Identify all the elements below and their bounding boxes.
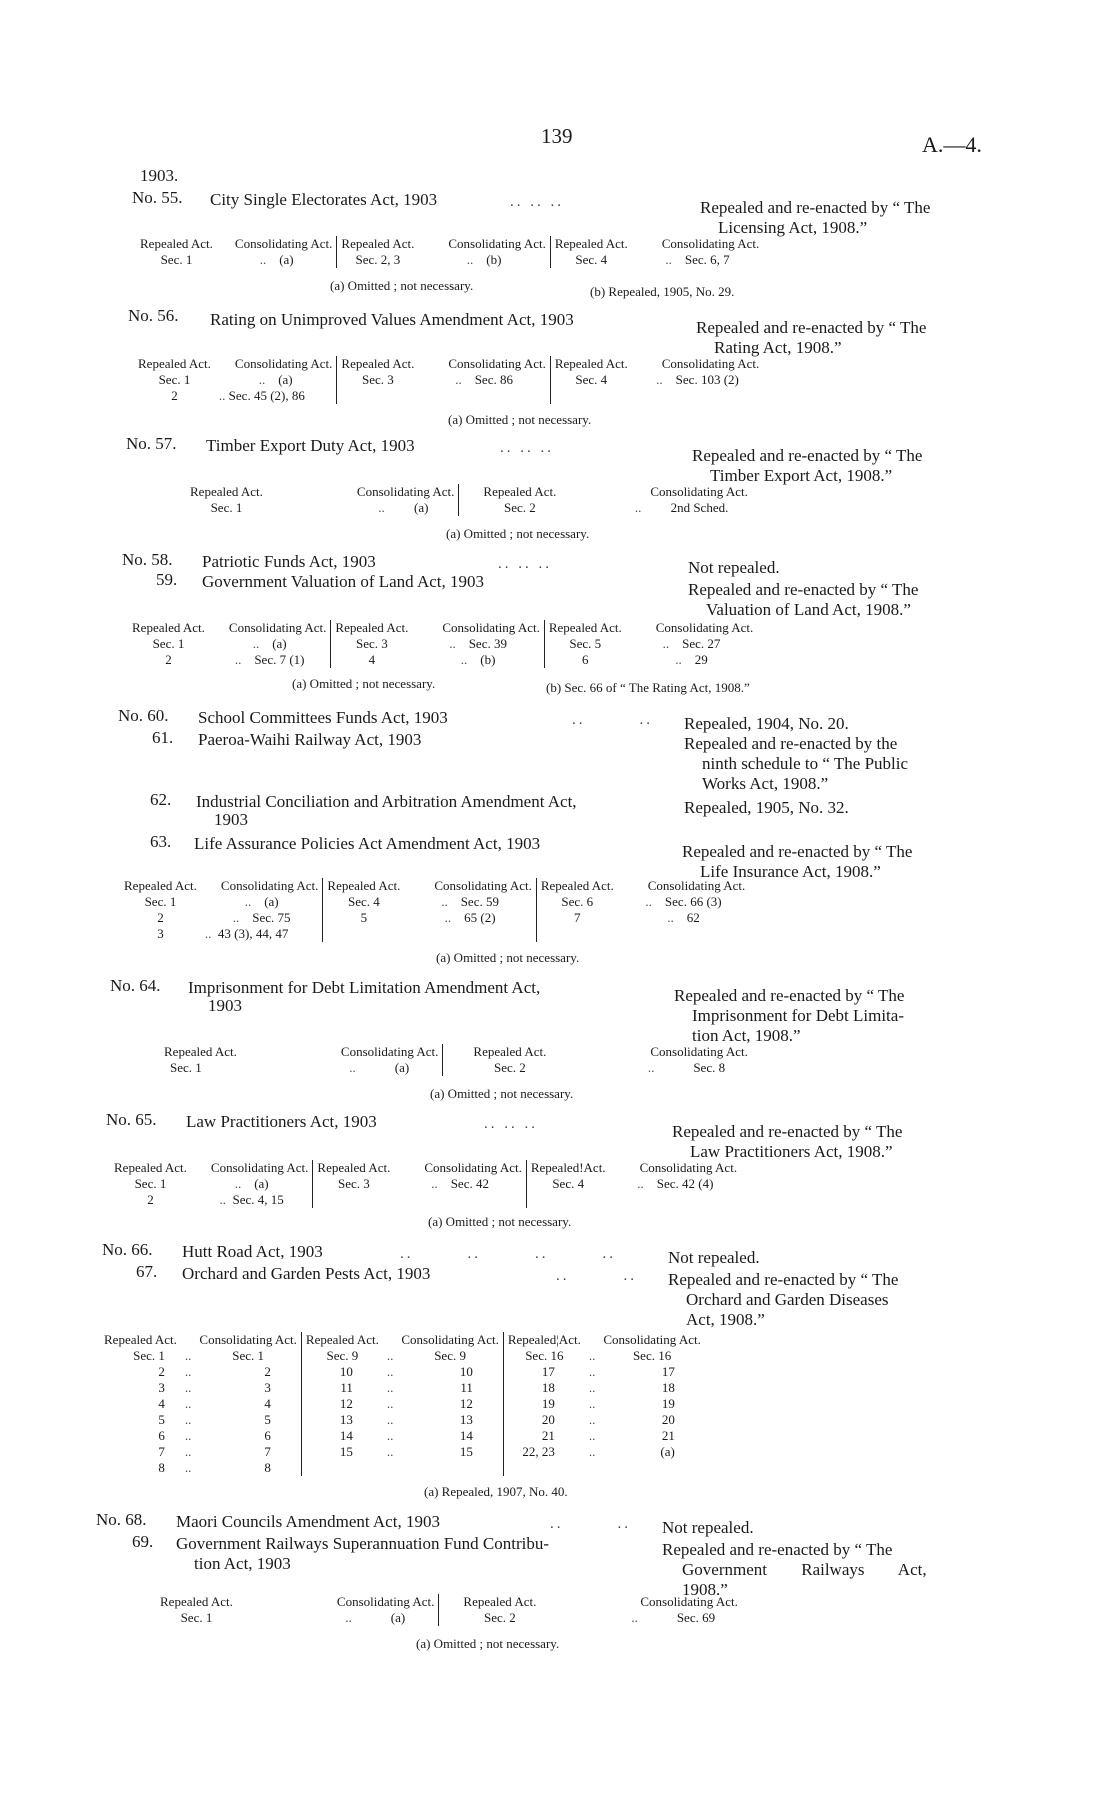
footnote: (a) Omitted ; not necessary.	[446, 526, 590, 541]
section-table	[134, 356, 763, 404]
entry-status-cont: Government Railways Act,	[682, 1560, 927, 1579]
table-cell: Sec. 16	[632, 1348, 672, 1363]
entry-title: Maori Councils Amendment Act, 1903	[176, 1512, 440, 1531]
year-heading: 1903.	[140, 166, 179, 185]
table-cell: 7	[158, 1444, 165, 1459]
table-cell: .. (a)	[252, 636, 287, 651]
table-cell: 3	[157, 926, 164, 941]
leader-dots: .. ..	[556, 1268, 637, 1284]
table-cell: (a)	[660, 1444, 675, 1459]
entry-status-cont: Imprisonment for Debt Limita-	[692, 1006, 904, 1025]
col-header: Repealed Act.	[323, 878, 404, 894]
entry-number: No. 55.	[132, 188, 183, 207]
table-cell: .. Sec. 86	[455, 372, 513, 387]
leader-dots: .. ..	[572, 712, 653, 728]
col-header: Consolidating Act.	[228, 620, 327, 635]
entry-number: No. 68.	[96, 1510, 147, 1529]
table-cell: 17	[503, 1364, 585, 1380]
leader-dots: .. .. ..	[510, 194, 564, 210]
entry-status-cont: Life Insurance Act, 1908.”	[700, 862, 881, 881]
table-cell: Sec. 2	[443, 1060, 550, 1076]
table-cell: Sec. 2	[459, 500, 560, 516]
section-table	[120, 878, 749, 942]
table-cell: .. (a)	[234, 1176, 269, 1191]
entry-number: 62.	[150, 790, 172, 809]
table-cell: 10	[301, 1364, 382, 1380]
table-cell: Sec. 1	[160, 252, 193, 267]
col-header: Consolidating Act.	[234, 356, 333, 371]
entry-number: No. 57.	[126, 434, 177, 453]
footnote: (a) Omitted ; not necessary.	[448, 412, 592, 427]
col-header: Repealed Act.	[313, 1160, 394, 1176]
table-cell: 17	[661, 1364, 675, 1379]
table-cell: 2	[147, 1192, 154, 1207]
col-header: Repealed Act.	[301, 1332, 382, 1348]
entry-status: Repealed and re-enacted by “ The	[692, 446, 923, 465]
table-cell: 4	[158, 1396, 165, 1411]
entry-number: No. 56.	[128, 306, 179, 325]
table-cell: .. Sec. 45 (2), 86	[218, 388, 305, 403]
table-cell: .. (a)	[345, 1610, 406, 1625]
entry-title: Law Practitioners Act, 1903	[186, 1112, 377, 1131]
table-cell: 11	[301, 1380, 382, 1396]
table-cell: Sec. 4	[526, 1176, 609, 1192]
col-header: Repealed Act.	[124, 878, 197, 893]
footnote: (a) Repealed, 1907, No. 40.	[424, 1484, 568, 1499]
leader-dots: .. .. ..	[500, 440, 554, 456]
table-cell: Sec. 1	[134, 1176, 167, 1191]
col-header: Consolidating Act.	[448, 356, 546, 371]
table-cell: 20	[661, 1412, 675, 1427]
table-cell: Sec. 5	[544, 636, 625, 652]
table-cell: Sec. 2, 3	[337, 252, 418, 268]
table-cell: 5	[323, 910, 404, 926]
entry-title: Rating on Unimproved Values Amendment Act, 1903	[210, 310, 574, 329]
col-header: Consolidating Act.	[340, 1044, 439, 1059]
entry-title: Paeroa-Waihi Railway Act, 1903	[198, 730, 422, 749]
table-cell: Sec. 9	[301, 1348, 382, 1364]
entry-status-cont: 1908.”	[682, 1580, 728, 1599]
section-table: Repealed Act. Consolidating Act. Repealed Act. Consolidating Act. Repealed¦Act. Consolidating Act. Sec. 1 .. Sec. 1 Sec. 9 .. Sec. 9 Sec. 16 .. Sec. 16 2 .. 2 10 .. 10 17 .. 17 3 .. 3 11 .. 11 18 .. 18 4 .. 4 12 .. 12 19 .. 19 5 .. 5 13 .. 13 20 .. 20 6 .. 6 14 .. 14 21 .. 21 7 .. 7 15 .. 15 22, 23 .. (a) 8 .. 8	[100, 1332, 705, 1476]
table-cell: 6	[158, 1428, 165, 1443]
table-cell: 4	[264, 1396, 271, 1411]
entry-status: Repealed and re-enacted by “ The	[662, 1540, 893, 1559]
table-cell: 13	[459, 1412, 473, 1427]
table-cell: 5	[158, 1412, 165, 1427]
table-cell: 2	[158, 1364, 165, 1379]
entry-status: Repealed and re-enacted by “ The	[668, 1270, 899, 1289]
table-cell: Sec. 4	[550, 252, 631, 268]
col-header: Consolidating Act.	[199, 1332, 297, 1347]
table-cell: 15	[301, 1444, 382, 1460]
table-cell: 4	[331, 652, 412, 668]
col-header: Repealed Act.	[132, 620, 205, 635]
table-cell: Sec. 2	[439, 1610, 540, 1626]
entry-title: Imprisonment for Debt Limitation Amendment Act,	[188, 978, 541, 997]
col-header: Repealed Act.	[544, 620, 625, 636]
table-cell: 8	[264, 1460, 271, 1475]
table-cell: 14	[459, 1428, 473, 1443]
table-cell: .. Sec. 7 (1)	[234, 652, 305, 667]
col-header: Repealed Act.	[160, 1594, 233, 1609]
col-header: Repealed Act.	[140, 236, 213, 251]
col-header: Consolidating Act.	[661, 356, 760, 371]
col-header: Consolidating Act.	[640, 1594, 738, 1609]
entry-status: Repealed and re-enacted by “ The	[674, 986, 905, 1005]
table-cell: 18	[661, 1380, 675, 1395]
table-cell: 3	[264, 1380, 271, 1395]
table-cell: .. Sec. 4, 15	[219, 1192, 284, 1207]
section-table	[186, 484, 752, 516]
table-cell: .. Sec. 8	[647, 1060, 726, 1075]
entry-status-cont: Orchard and Garden Diseases	[686, 1290, 889, 1309]
col-header: Repealed Act.	[190, 484, 263, 499]
table-cell: 5	[264, 1412, 271, 1427]
entry-status-cont: Act, 1908.”	[686, 1310, 765, 1329]
table-cell: .. Sec. 39	[449, 636, 507, 651]
col-header: Consolidating Act.	[655, 620, 754, 635]
table-cell: 18	[503, 1380, 585, 1396]
table-cell: 12	[459, 1396, 473, 1411]
entry-status: Repealed, 1905, No. 32.	[684, 798, 849, 817]
col-header: Repealed Act.	[337, 356, 418, 372]
entry-number: 59.	[156, 570, 178, 589]
table-cell: 2	[157, 910, 164, 925]
col-header: Consolidating Act.	[434, 878, 532, 893]
footnote: (b) Repealed, 1905, No. 29.	[590, 284, 735, 299]
col-header: Repealed Act.	[164, 1044, 237, 1059]
col-header: Consolidating Act.	[650, 1044, 748, 1059]
entry-status: Repealed and re-enacted by the	[684, 734, 898, 753]
col-header: Consolidating Act.	[401, 1332, 499, 1347]
table-cell: .. Sec. 42 (4)	[637, 1176, 714, 1191]
table-cell: .. Sec. 27	[662, 636, 721, 651]
leader-dots: .. .. ..	[484, 1116, 538, 1132]
entry-title: Orchard and Garden Pests Act, 1903	[182, 1264, 431, 1283]
leader-dots: .. .. ..	[498, 556, 552, 572]
section-table	[136, 236, 763, 268]
entry-title-cont: 1903	[208, 996, 242, 1015]
entry-title: Life Assurance Policies Act Amendment Act, 1903	[194, 834, 541, 853]
table-cell: .. (a)	[378, 500, 429, 515]
table-cell: 22, 23	[503, 1444, 585, 1460]
table-cell: .. Sec. 75	[232, 910, 291, 925]
footnote: (a) Omitted ; not necessary.	[428, 1214, 572, 1229]
entry-status-cont: ninth schedule to “ The Public	[702, 754, 909, 773]
entry-number: 67.	[136, 1262, 158, 1281]
entry-title: School Committees Funds Act, 1903	[198, 708, 448, 727]
entry-number: 69.	[132, 1532, 154, 1551]
table-cell: 15	[459, 1444, 473, 1459]
col-header: Repealed Act.	[337, 236, 418, 252]
entry-number: No. 60.	[118, 706, 169, 725]
entry-title: Government Valuation of Land Act, 1903	[202, 572, 485, 591]
entry-status-cont: Works Act, 1908.”	[702, 774, 829, 793]
table-cell: .. 43 (3), 44, 47	[204, 926, 289, 941]
entry-status: Not repealed.	[688, 558, 780, 577]
col-header: Consolidating Act.	[448, 236, 546, 251]
table-cell: 13	[301, 1412, 382, 1428]
table-cell: .. 2nd Sched.	[634, 500, 729, 515]
entry-status: Repealed and re-enacted by “ The	[696, 318, 927, 337]
entry-title-cont: tion Act, 1903	[194, 1554, 291, 1573]
table-cell: Sec. 1	[210, 500, 243, 515]
col-header: Repealed Act.	[536, 878, 617, 894]
table-cell: 8	[158, 1460, 165, 1475]
table-cell: 3	[158, 1380, 165, 1395]
table-cell: Sec. 1	[158, 372, 191, 387]
entry-number: No. 58.	[122, 550, 173, 569]
entry-number: 63.	[150, 832, 172, 851]
col-header: Repealed Act.	[138, 356, 211, 371]
table-cell: 20	[503, 1412, 585, 1428]
entry-status-cont: Valuation of Land Act, 1908.”	[706, 600, 911, 619]
table-cell: .. 62	[667, 910, 700, 925]
entry-number: No. 66.	[102, 1240, 153, 1259]
table-cell: .. Sec. 42	[431, 1176, 489, 1191]
table-cell: 21	[503, 1428, 585, 1444]
table-cell: Sec. 3	[331, 636, 412, 652]
table-cell: 11	[460, 1380, 473, 1395]
entry-status-cont: tion Act, 1908.”	[692, 1026, 801, 1045]
table-cell: Sec. 3	[337, 372, 418, 388]
col-header: Consolidating Act.	[210, 1160, 309, 1175]
page-number: 139	[541, 124, 573, 148]
footnote: (a) Omitted ; not necessary.	[292, 676, 436, 691]
table-cell: .. Sec. 66 (3)	[645, 894, 722, 909]
table-cell: .. Sec. 59	[441, 894, 499, 909]
table-cell: .. (b)	[460, 652, 496, 667]
entry-status-cont: Law Practitioners Act, 1908.”	[690, 1142, 893, 1161]
col-header: Repealed!Act.	[526, 1160, 609, 1176]
col-header: Consolidating Act.	[650, 484, 748, 499]
table-cell: Sec. 9	[434, 1348, 466, 1363]
entry-title: City Single Electorates Act, 1903	[210, 190, 438, 209]
table-cell: 7	[264, 1444, 271, 1459]
table-cell: 19	[661, 1396, 675, 1411]
entry-status-cont: Timber Export Act, 1908.”	[710, 466, 893, 485]
col-header: Repealed Act.	[550, 236, 631, 252]
entry-status: Repealed, 1904, No. 20.	[684, 714, 849, 733]
entry-status: Not repealed.	[668, 1248, 760, 1267]
table-cell: .. Sec. 6, 7	[665, 252, 730, 267]
col-header: Repealed Act.	[331, 620, 412, 636]
entry-title: Government Railways Superannuation Fund Contribu-	[176, 1534, 550, 1553]
col-header: Consolidating Act.	[356, 484, 455, 499]
table-cell: .. (a)	[258, 372, 293, 387]
table-cell: 12	[301, 1396, 382, 1412]
footnote: (a) Omitted ; not necessary.	[430, 1086, 574, 1101]
table-cell: 21	[661, 1428, 675, 1443]
leader-dots: .. ..	[550, 1516, 631, 1532]
table-cell: Sec. 16	[503, 1348, 585, 1364]
col-header: Repealed Act.	[439, 1594, 540, 1610]
col-header: Repealed¦Act.	[503, 1332, 585, 1348]
col-header: Repealed Act.	[114, 1160, 187, 1175]
entry-status-cont: Licensing Act, 1908.”	[718, 218, 868, 237]
col-header: Repealed Act.	[550, 356, 631, 372]
table-cell: 2	[165, 652, 172, 667]
col-header: Consolidating Act.	[661, 236, 760, 251]
table-cell: .. Sec. 103 (2)	[656, 372, 739, 387]
col-header: Consolidating Act.	[336, 1594, 435, 1609]
table-cell: Sec. 1	[144, 894, 177, 909]
entry-title-cont: 1903	[214, 810, 248, 829]
table-cell: .. (a)	[349, 1060, 410, 1075]
footnote: (a) Omitted ; not necessary.	[330, 278, 474, 293]
table-cell: Sec. 1	[133, 1348, 165, 1363]
page-reference: A.—4.	[922, 132, 982, 157]
table-cell: 6	[264, 1428, 271, 1443]
table-cell: 6	[544, 652, 625, 668]
entry-status: Repealed and re-enacted by “ The	[682, 842, 913, 861]
table-cell: Sec. 6	[536, 894, 617, 910]
table-cell: Sec. 1	[152, 636, 185, 651]
entry-status: Repealed and re-enacted by “ The	[672, 1122, 903, 1141]
col-header: Consolidating Act.	[234, 236, 333, 251]
table-cell: .. (b)	[466, 252, 502, 267]
col-header: Consolidating Act.	[647, 878, 746, 893]
entry-title: Timber Export Duty Act, 1903	[206, 436, 415, 455]
table-cell: .. (a)	[244, 894, 279, 909]
col-header: Consolidating Act.	[603, 1332, 701, 1347]
col-header: Repealed Act.	[459, 484, 560, 500]
table-cell: Sec. 3	[313, 1176, 394, 1192]
entry-number: No. 65.	[106, 1110, 157, 1129]
section-table	[160, 1044, 752, 1076]
col-header: Repealed Act.	[443, 1044, 550, 1060]
table-cell: Sec. 1	[170, 1060, 202, 1075]
table-cell: .. 65 (2)	[444, 910, 496, 925]
table-cell: .. Sec. 69	[631, 1610, 716, 1625]
entry-title: Industrial Conciliation and Arbitration Amendment Act,	[196, 792, 577, 811]
leader-dots: .. .. .. ..	[400, 1246, 616, 1262]
table-cell: Sec. 4	[323, 894, 404, 910]
entry-title: Patriotic Funds Act, 1903	[202, 552, 376, 571]
table-cell: .. 29	[675, 652, 708, 667]
entry-number: No. 64.	[110, 976, 161, 995]
col-header: Consolidating Act.	[424, 1160, 522, 1175]
section-table	[156, 1594, 742, 1626]
section-table	[128, 620, 757, 668]
footnote: (b) Sec. 66 of “ The Rating Act, 1908.”	[546, 680, 750, 695]
table-cell: 7	[536, 910, 617, 926]
table-cell: 14	[301, 1428, 382, 1444]
footnote: (a) Omitted ; not necessary.	[416, 1636, 560, 1651]
entry-status: Repealed and re-enacted by “ The	[700, 198, 931, 217]
col-header: Repealed Act.	[104, 1332, 177, 1347]
table-cell: 10	[459, 1364, 473, 1379]
entry-status: Repealed and re-enacted by “ The	[688, 580, 919, 599]
table-cell: 2	[171, 388, 178, 403]
entry-status: Not repealed.	[662, 1518, 754, 1537]
table-cell: 2	[264, 1364, 271, 1379]
table-cell: Sec. 4	[550, 372, 631, 388]
table-cell: Sec. 1	[180, 1610, 213, 1625]
entry-number: 61.	[152, 728, 174, 747]
entry-title: Hutt Road Act, 1903	[182, 1242, 323, 1261]
col-header: Consolidating Act.	[442, 620, 540, 635]
section-table	[110, 1160, 741, 1208]
table-cell: Sec. 1	[232, 1348, 265, 1363]
col-header: Consolidating Act.	[639, 1160, 738, 1175]
table-cell: 19	[503, 1396, 585, 1412]
table-cell: .. (a)	[259, 252, 294, 267]
col-header: Consolidating Act.	[220, 878, 319, 893]
entry-status-cont: Rating Act, 1908.”	[714, 338, 842, 357]
footnote: (a) Omitted ; not necessary.	[436, 950, 580, 965]
